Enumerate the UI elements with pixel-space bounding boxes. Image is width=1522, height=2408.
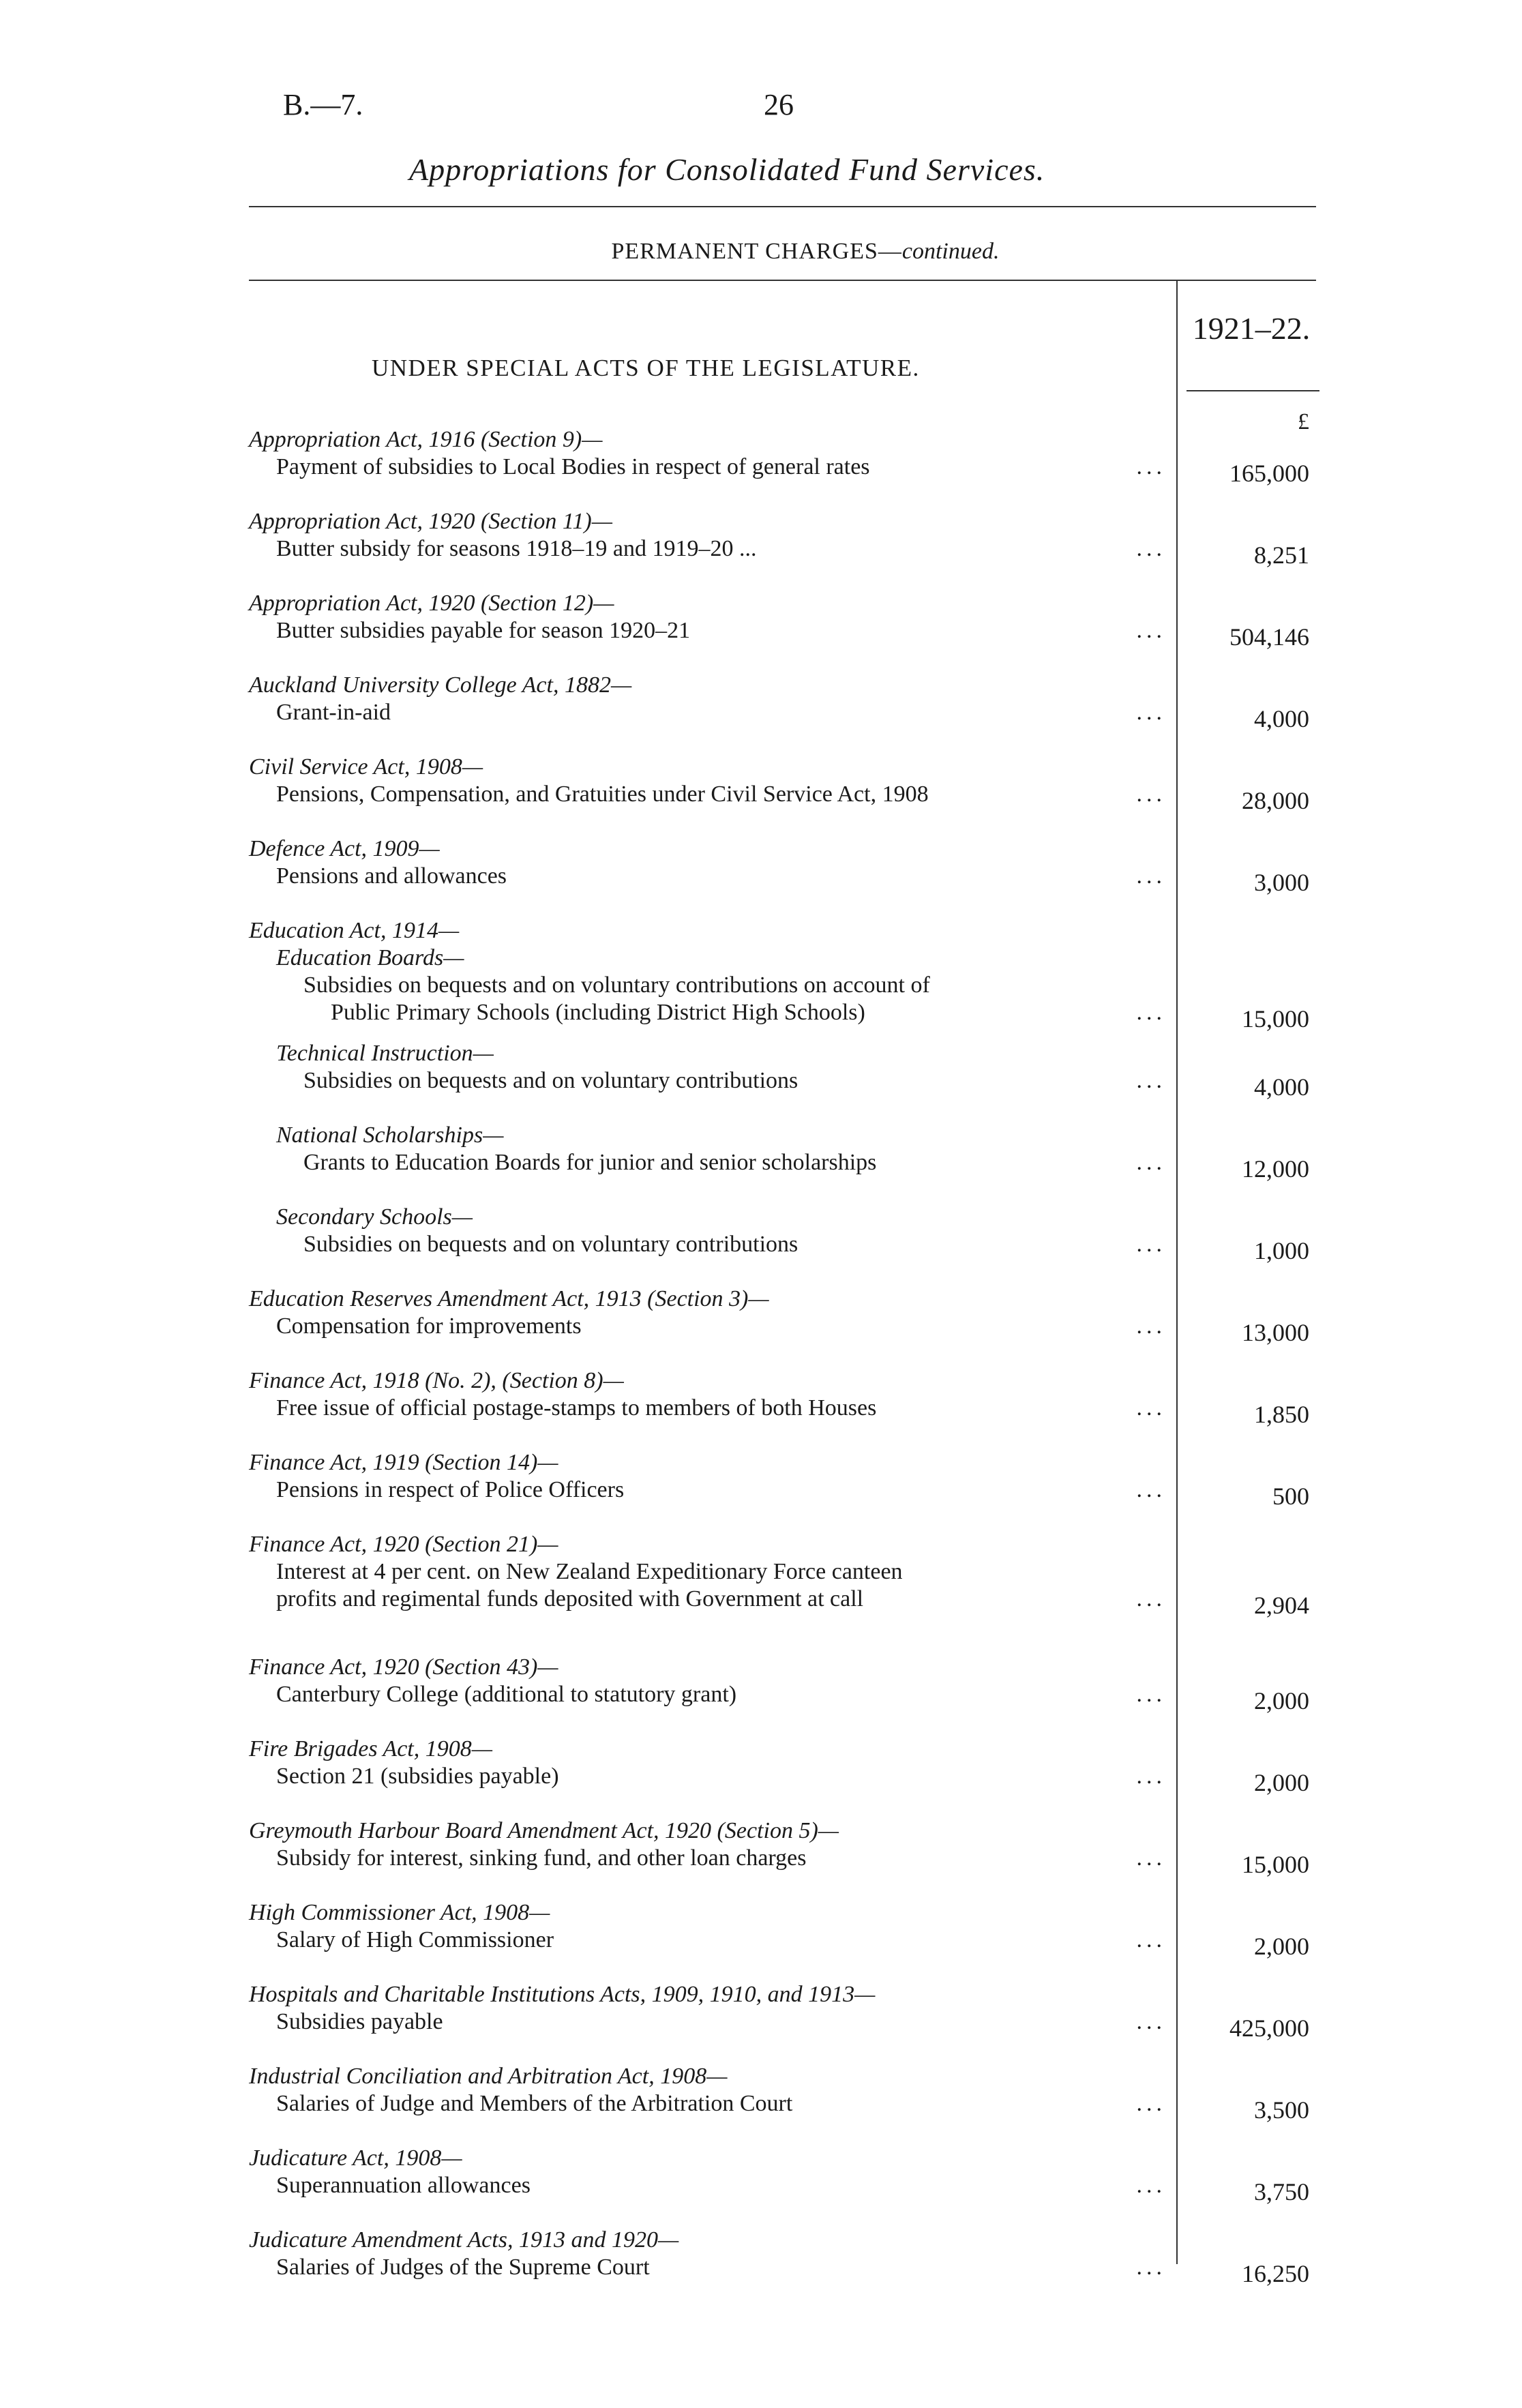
amount-value: 165,000 xyxy=(1229,460,1309,487)
appropriation-entry xyxy=(249,672,1166,726)
act-title: Defence Act, 1909— xyxy=(249,836,440,861)
dot-leader: ... xyxy=(1136,1586,1166,1611)
item-description: Butter subsidies payable for season 1920–21 ... xyxy=(276,618,1166,643)
amount-value: 1,850 xyxy=(1254,1401,1309,1428)
dot-leader: ... xyxy=(1136,2009,1166,2034)
amount-value: 3,500 xyxy=(1254,2096,1309,2124)
item-description: Salaries of Judges of the Supreme Court ... xyxy=(276,2255,1166,2280)
amount-value: 2,000 xyxy=(1254,1769,1309,1796)
appropriation-entry xyxy=(249,1736,1166,1790)
amount-value: 2,000 xyxy=(1254,1933,1309,1960)
act-title: Judicature Amendment Acts, 1913 and 1920— xyxy=(249,2227,679,2253)
appropriation-entry xyxy=(249,2145,1166,2199)
dot-leader: ... xyxy=(1136,454,1166,479)
item-description: Pensions, Compensation, and Gratuities under Civil Service Act, 1908 ... xyxy=(276,782,1166,807)
item-description: Salary of High Commissioner ... xyxy=(276,1927,1166,1952)
item-description: Payment of subsidies to Local Bodies in respect of general rates ... xyxy=(276,454,1166,479)
appropriation-entry xyxy=(249,1654,1166,1708)
item-description: Butter subsidy for seasons 1918–19 and 1919–20 ... ... xyxy=(276,536,1166,561)
amount-value: 12,000 xyxy=(1242,1155,1309,1183)
appropriation-entry xyxy=(249,754,1166,808)
dot-leader: ... xyxy=(1136,700,1166,725)
dot-leader: ... xyxy=(1136,2255,1166,2280)
act-title: Appropriation Act, 1916 (Section 9)— xyxy=(249,427,603,452)
amount-value: 3,000 xyxy=(1254,869,1309,896)
sub-heading: Secondary Schools— xyxy=(276,1204,473,1230)
amount-value: 28,000 xyxy=(1242,787,1309,814)
item-description: Subsidies payable ... xyxy=(276,2009,1166,2034)
act-title: Appropriation Act, 1920 (Section 12)— xyxy=(249,591,614,616)
amount-value: 504,146 xyxy=(1229,623,1309,651)
dot-leader: ... xyxy=(1136,1313,1166,1339)
header-rule xyxy=(249,280,1316,281)
section-subtitle xyxy=(0,239,1522,265)
appropriation-entry xyxy=(249,1040,1166,1095)
dot-leader: ... xyxy=(1136,1927,1166,1952)
amount-value: 1,000 xyxy=(1254,1237,1309,1264)
act-title: Finance Act, 1920 (Section 21)— xyxy=(249,1532,558,1557)
title-rule xyxy=(249,206,1316,207)
item-description: Grant-in-aid ... xyxy=(276,700,1166,725)
appropriation-entry xyxy=(249,1981,1166,2036)
act-title: Finance Act, 1918 (No. 2), (Section 8)— xyxy=(249,1368,624,1393)
act-title: Hospitals and Charitable Institutions Acts, 1909, 1910, and 1913— xyxy=(249,1982,876,2007)
dot-leader: ... xyxy=(1136,1477,1166,1502)
amount-value: 2,904 xyxy=(1254,1592,1309,1619)
subtitle-continued: continued. xyxy=(901,239,1000,264)
act-title: Appropriation Act, 1920 (Section 11)— xyxy=(249,509,612,534)
dot-leader: ... xyxy=(1136,1845,1166,1871)
appropriation-entry xyxy=(249,590,1166,644)
amount-value: 16,250 xyxy=(1242,2260,1309,2287)
amount-value: 13,000 xyxy=(1242,1319,1309,1346)
amount-value: 425,000 xyxy=(1229,2015,1309,2042)
item-description: Section 21 (subsidies payable) ... xyxy=(276,1764,1166,1789)
item-description: Superannuation allowances ... xyxy=(276,2173,1166,2198)
sub-heading: Education Boards— xyxy=(276,945,464,970)
item-description: Salaries of Judge and Members of the Arbitration Court ... xyxy=(276,2091,1166,2116)
appropriation-entry xyxy=(249,1122,1166,1176)
sub-heading: Technical Instruction— xyxy=(276,1041,494,1066)
dot-leader: ... xyxy=(1136,1000,1166,1025)
act-title: Auckland University College Act, 1882— xyxy=(249,672,632,698)
act-title: Finance Act, 1920 (Section 43)— xyxy=(249,1654,558,1680)
appropriation-entry xyxy=(249,2063,1166,2117)
amount-value: 4,000 xyxy=(1254,705,1309,732)
appropriation-entry xyxy=(249,1817,1166,1872)
amount-value: 2,000 xyxy=(1254,1687,1309,1714)
currency-symbol: £ xyxy=(1298,409,1309,434)
item-description: Subsidies on bequests and on voluntary contributions on account of xyxy=(303,972,930,998)
item-description: Subsidies on bequests and on voluntary contributions ... xyxy=(303,1068,1166,1093)
dot-leader: ... xyxy=(1136,618,1166,643)
amount-value: 500 xyxy=(1272,1483,1309,1510)
document-reference: B.—7. xyxy=(283,88,363,121)
page-title: Appropriations for Consolidated Fund Services. xyxy=(409,152,1045,187)
amount-value: 8,251 xyxy=(1254,541,1309,569)
dot-leader: ... xyxy=(1136,1764,1166,1789)
act-title: Education Reserves Amendment Act, 1913 (Section 3)— xyxy=(249,1286,769,1311)
item-description: Public Primary Schools (including District High Schools) ... xyxy=(331,1000,1166,1025)
appropriation-entry xyxy=(249,1204,1166,1258)
item-description: Free issue of official postage-stamps to members of both Houses ... xyxy=(276,1395,1166,1421)
appropriation-entry xyxy=(249,1285,1166,1340)
dot-leader: ... xyxy=(1136,536,1166,561)
dot-leader: ... xyxy=(1136,863,1166,889)
act-title: Industrial Conciliation and Arbitration Act, 1908— xyxy=(249,2064,728,2089)
appropriation-entry xyxy=(249,1899,1166,1954)
appropriation-entry xyxy=(249,508,1166,563)
page-number: 26 xyxy=(764,88,794,121)
year-heading: 1921–22. xyxy=(1192,311,1311,346)
item-description: Pensions and allowances ... xyxy=(276,863,1166,889)
dot-leader: ... xyxy=(1136,1150,1166,1175)
item-description: Pensions in respect of Police Officers ... xyxy=(276,1477,1166,1502)
year-heading-rule xyxy=(1187,390,1319,391)
appropriation-entry xyxy=(249,1449,1166,1504)
column-divider xyxy=(1176,280,1178,2264)
appropriation-entry xyxy=(249,1531,1166,1613)
dot-leader: ... xyxy=(1136,782,1166,807)
dot-leader: ... xyxy=(1136,2173,1166,2198)
act-title: Civil Service Act, 1908— xyxy=(249,754,483,779)
item-description: Grants to Education Boards for junior and senior scholarships ... xyxy=(303,1150,1166,1175)
sub-heading: National Scholarships— xyxy=(276,1123,504,1148)
appropriation-entry xyxy=(249,917,1166,1026)
subtitle-main: PERMANENT CHARGES— xyxy=(611,239,902,264)
amount-value: 15,000 xyxy=(1242,1005,1309,1032)
item-description: Interest at 4 per cent. on New Zealand Expeditionary Force canteen xyxy=(276,1559,903,1584)
dot-leader: ... xyxy=(1136,1068,1166,1093)
dot-leader: ... xyxy=(1136,1682,1166,1707)
dot-leader: ... xyxy=(1136,2091,1166,2116)
act-title: High Commissioner Act, 1908— xyxy=(249,1900,550,1925)
act-title: Education Act, 1914— xyxy=(249,918,460,943)
dot-leader: ... xyxy=(1136,1232,1166,1257)
appropriation-entry xyxy=(249,2227,1166,2281)
item-description: Compensation for improvements ... xyxy=(276,1313,1166,1339)
act-title: Finance Act, 1919 (Section 14)— xyxy=(249,1450,558,1475)
act-title: Greymouth Harbour Board Amendment Act, 1920 (Section 5)— xyxy=(249,1818,839,1843)
dot-leader: ... xyxy=(1136,1395,1166,1421)
appropriation-entry xyxy=(249,1367,1166,1422)
section-heading: UNDER SPECIAL ACTS OF THE LEGISLATURE. xyxy=(372,355,920,381)
act-title: Fire Brigades Act, 1908— xyxy=(249,1736,492,1762)
act-title: Judicature Act, 1908— xyxy=(249,2145,462,2171)
item-description: Canterbury College (additional to statutory grant) ... xyxy=(276,1682,1166,1707)
amount-value: 15,000 xyxy=(1242,1851,1309,1878)
amount-value: 3,750 xyxy=(1254,2178,1309,2205)
appropriation-entry xyxy=(249,426,1166,481)
item-description: Subsidy for interest, sinking fund, and other loan charges ... xyxy=(276,1845,1166,1871)
appropriation-entry xyxy=(249,835,1166,890)
item-description: profits and regimental funds deposited with Government at call ... xyxy=(276,1586,1166,1611)
item-description: Subsidies on bequests and on voluntary contributions ... xyxy=(303,1232,1166,1257)
amount-value: 4,000 xyxy=(1254,1073,1309,1101)
